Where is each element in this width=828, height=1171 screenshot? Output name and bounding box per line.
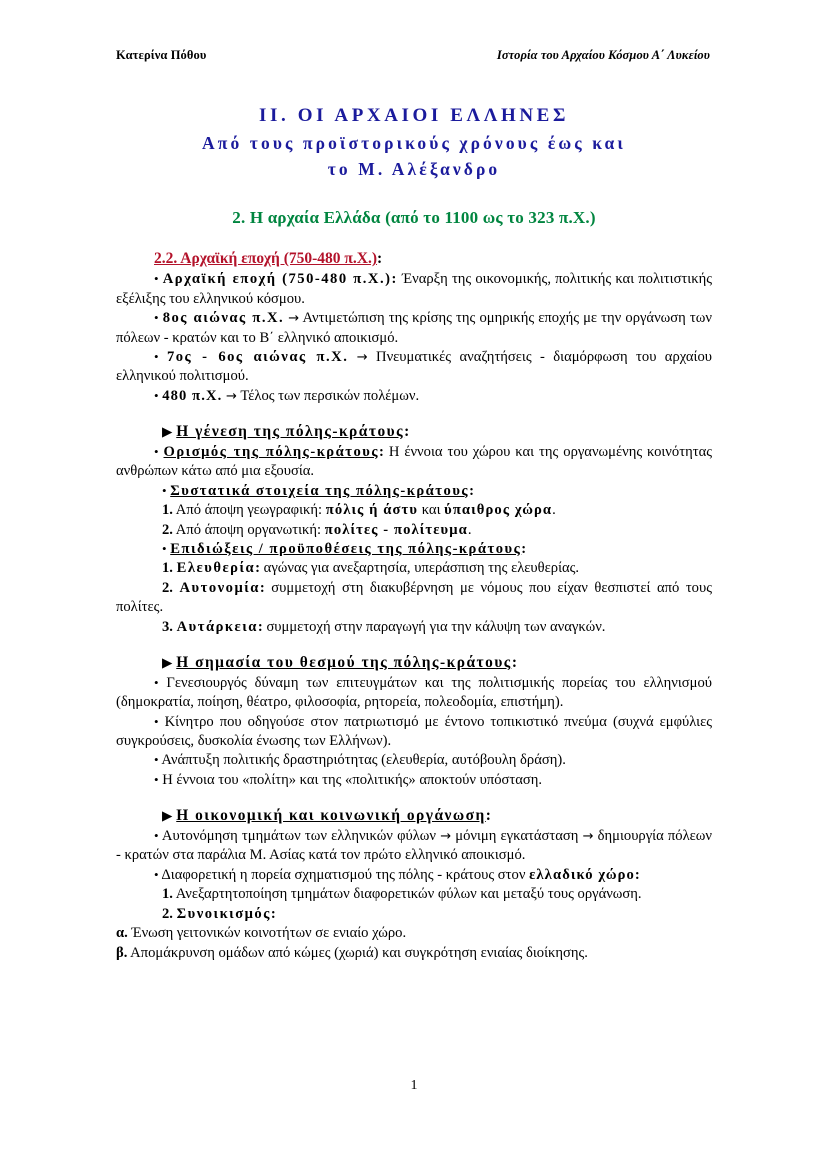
item-text: Τέλος των περσικών πολέμων.	[236, 387, 420, 404]
bullet-glyph: •	[154, 866, 159, 882]
item-term: Αυτάρκεια	[176, 618, 258, 635]
item-term: Αυτονομία	[179, 579, 260, 596]
subheading-text: Επιδιώξεις / προϋποθέσεις της πόλης-κράτους	[170, 541, 522, 557]
page-subtitle-line1: Από τους προϊστορικούς χρόνους έως και	[202, 132, 626, 153]
importance-bullet-1	[116, 674, 712, 713]
bullet-glyph: •	[154, 713, 159, 729]
item-term: 480 π.Χ.	[162, 387, 223, 404]
subitem-label: α.	[116, 925, 128, 942]
economy-item-1	[116, 885, 712, 904]
item-number: 2.	[162, 905, 173, 922]
section-importance-heading-colon: :	[511, 654, 517, 672]
item-end: .	[552, 502, 556, 519]
header-author: Κατερίνα Πόθου	[116, 48, 207, 62]
bullet-part-1: Αυτονόμηση τμημάτων των ελληνικών φύλων	[158, 828, 441, 845]
page-title: II. ΟΙ ΑΡΧΑΙΟΙ ΕΛΛΗΝΕΣ	[259, 105, 569, 126]
bullet-bold-term: ελλαδικό χώρο	[529, 866, 635, 883]
header-course: Ιστορία του Αρχαίου Κόσμου Α΄ Λυκείου	[496, 48, 710, 62]
bullet-glyph: •	[162, 482, 167, 498]
subitem-label: β.	[116, 944, 128, 961]
right-arrow-icon: →	[356, 349, 368, 365]
item-bold-2: ύπαιθρος χώρα	[444, 502, 553, 519]
economy-subitem-a	[116, 924, 712, 943]
item-term: 8ος αιώνας π.Χ.	[162, 310, 285, 327]
section-22-heading	[154, 250, 712, 268]
economy-subitem-b	[116, 944, 712, 963]
bullet-glyph: •	[154, 310, 159, 326]
item-text: Έναρξη της οικονομικής, πολιτικής και πολιτιστικής εξέλιξης του ελληνικού κόσμου.	[116, 271, 712, 307]
item-text: συμμετοχή στην παραγωγή για την κάλυψη των αναγκών.	[262, 618, 606, 635]
bullet-text: Η έννοια του «πολίτη» και της «πολιτικής» αποκτούν υπόσταση.	[158, 771, 543, 788]
bullet-glyph: •	[154, 771, 159, 787]
bullet-text: Ανάπτυξη πολιτικής δραστηριότητας (ελευθερία, αυτόβουλη δράση).	[158, 752, 566, 769]
importance-bullet-3	[116, 751, 712, 770]
bullet-glyph: •	[162, 541, 167, 556]
definition-text: Η έννοια του χώρου και της οργανωμένης κοινότητας ανθρώπων κάτω από μια εξουσία.	[116, 443, 712, 480]
item-number: 2.	[162, 521, 173, 538]
bullet-glyph: •	[154, 752, 159, 768]
item-colon: :	[255, 560, 261, 577]
item-text: Πνευματικές αναζητήσεις - διαμόρφωση του αρχαίου ελληνικού πολιτισμού.	[116, 348, 712, 385]
genesis-sub2-item-3	[116, 618, 712, 637]
item-bold-1: πόλις ή άστυ	[325, 502, 419, 519]
bullet-text: Γενεσιουργός δύναμη των επιτευγμάτων και της πολιτισμικής πορείας του ελληνισμού (δημοκρατία, ποίηση, θέατρο, φιλοσοφία, ρητορεία, πολεοδομία, επιστήμη).	[116, 674, 712, 711]
item-number: 2.	[162, 579, 173, 596]
item-term: Αρχαϊκή εποχή (750-480 π.Χ.):	[162, 271, 398, 288]
item-term: Ελευθερία	[176, 560, 256, 577]
item-colon: :	[270, 905, 276, 922]
bullet-glyph: •	[154, 348, 159, 364]
bullet-glyph: •	[154, 271, 159, 287]
item-text: Αντιμετώπιση της κρίσης της ομηρικής εποχής με την οργάνωση των πόλεων - κρατών και το Β΄ ελληνικό αποικισμό.	[116, 310, 712, 346]
section-economy-heading-text: Η οικονομική και κοινωνική οργάνωση	[176, 807, 486, 825]
document-body	[116, 250, 712, 963]
section-22-heading-text: 2.2. Αρχαϊκή εποχή (750-480 π.Χ.)	[154, 250, 378, 268]
bullet-part-2: μόνιμη εγκατάσταση	[451, 828, 583, 845]
item-end: .	[467, 521, 472, 538]
chapter-heading: 2. Η αρχαία Ελλάδα (από το 1100 ως το 323 π.Χ.)	[232, 208, 596, 228]
definition-colon: :	[379, 443, 384, 460]
item-number: 3.	[162, 618, 173, 635]
section-importance-heading	[116, 653, 712, 674]
item-lead: Από άποψη οργανωτική:	[172, 521, 325, 538]
genesis-subheading-2	[116, 540, 712, 559]
item-text: συμμετοχή στη διακυβέρνηση με νόμους που είχαν θεσπιστεί από τους πολίτες.	[116, 579, 712, 616]
triangle-marker-icon: ▶	[162, 424, 173, 441]
section-22-heading-colon: :	[377, 250, 383, 268]
bullet-text: Διαφορετική η πορεία σχηματισμού της πόλης - κράτους στον	[158, 866, 530, 883]
running-header	[116, 48, 712, 63]
item-colon: :	[257, 618, 263, 635]
triangle-marker-icon: ▶	[162, 655, 173, 672]
section-22-item-3	[116, 348, 712, 387]
section-22-item-4	[116, 387, 712, 406]
section-genesis-heading-text: Η γένεση της πόλης-κράτους	[176, 423, 405, 441]
subitem-text: Απομάκρυνση ομάδων από κώμες (χωριά) και συγκρότηση ενιαίας διοίκησης.	[127, 944, 588, 961]
importance-bullet-2	[116, 713, 712, 752]
item-text: αγώνας για ανεξαρτησία, υπεράσπιση της ελευθερίας.	[260, 560, 580, 577]
section-importance-heading-text: Η σημασία του θεσμού της πόλης-κράτους	[176, 654, 512, 672]
economy-bullet-2	[116, 866, 712, 885]
section-22-item-1	[116, 270, 712, 309]
subitem-text: Ένωση γειτονικών κοινοτήτων σε ενιαίο χώρο.	[127, 925, 407, 942]
genesis-sub1-item-2	[116, 521, 712, 540]
section-genesis-heading-colon: :	[404, 423, 410, 441]
item-mid: και	[418, 502, 445, 519]
subheading-text: Συστατικά στοιχεία της πόλης-κράτους	[170, 482, 470, 499]
genesis-sub1-item-1	[116, 501, 712, 520]
title-block	[116, 103, 712, 182]
genesis-definition	[116, 443, 712, 482]
item-colon: :	[259, 579, 265, 596]
bullet-colon: :	[634, 866, 640, 883]
page-number: 1	[410, 1078, 418, 1093]
economy-item-2	[116, 905, 712, 924]
section-22-item-2	[116, 309, 712, 348]
item-number: 1.	[162, 502, 173, 519]
bullet-glyph: •	[154, 443, 159, 459]
item-bold-1: πολίτες - πολίτευμα	[324, 521, 468, 538]
economy-bullet-1	[116, 827, 712, 866]
right-arrow-icon: →	[226, 388, 237, 404]
right-arrow-icon: →	[582, 829, 594, 845]
item-number: 1.	[162, 560, 173, 577]
bullet-text: Κίνητρο που οδηγούσε στον πατριωτισμό με έντονο τοπικιστικό πνεύμα (συχνά εμφύλιες συγκρούσεις, δυσκολία ένωσης των Ελλήνων).	[116, 713, 712, 750]
subheading-colon: :	[521, 541, 527, 557]
section-economy-heading	[116, 806, 712, 827]
section-genesis-heading	[116, 422, 712, 443]
right-arrow-icon: →	[288, 311, 300, 327]
subheading-colon: :	[469, 482, 474, 499]
definition-term: Ορισμός της πόλης-κράτους	[163, 443, 380, 460]
genesis-sub2-item-2	[116, 579, 712, 618]
item-lead: Από άποψη γεωγραφική:	[172, 502, 326, 519]
triangle-marker-icon: ▶	[162, 808, 173, 825]
bullet-glyph: •	[154, 674, 159, 690]
genesis-subheading-1	[116, 482, 712, 501]
section-economy-heading-colon: :	[485, 807, 491, 825]
importance-bullet-4	[116, 771, 712, 790]
item-term: 7ος - 6ος αιώνας π.Χ.	[166, 348, 349, 365]
bullet-part-3: δημιουργία πόλεων - κρατών στα παράλια Μ. Ασίας κατά τον πρώτο ελληνικό αποικισμό.	[116, 828, 712, 864]
bullet-glyph: •	[154, 387, 159, 403]
right-arrow-icon: →	[440, 829, 452, 845]
genesis-sub2-item-1	[116, 559, 712, 578]
bullet-glyph: •	[154, 828, 159, 844]
item-text: Ανεξαρτητοποίηση τμημάτων διαφορετικών φύλων και μεταξύ τους οργάνωση.	[172, 886, 642, 903]
item-number: 1.	[162, 886, 173, 903]
page-subtitle-line2: το Μ. Αλέξανδρο	[327, 159, 501, 180]
item-term: Συνοικισμός	[176, 905, 271, 922]
